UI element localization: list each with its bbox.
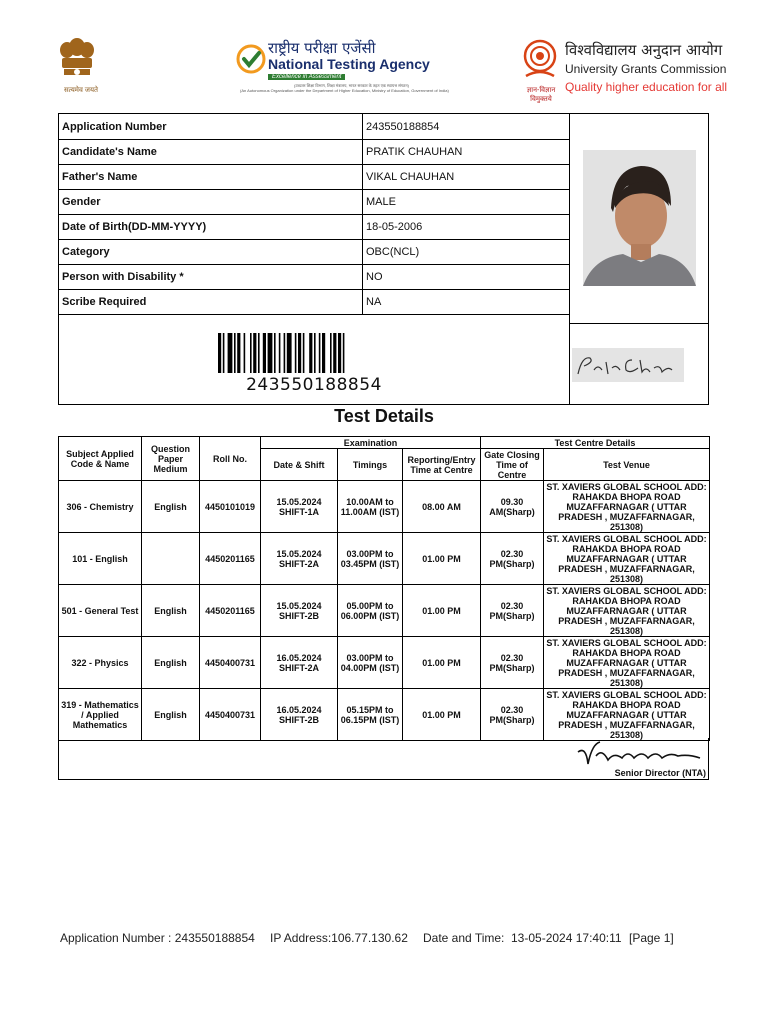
barcode-number: 243550188854 (246, 375, 382, 395)
test-cell-venue: ST. XAVIERS GLOBAL SCHOOL ADD: RAHAKDA BHOPA ROAD MUZAFFARNAGAR ( UTTAR PRADESH , MUZAFFARNAGAR, 251308) (544, 637, 710, 689)
candidate-photo (583, 150, 696, 286)
test-row (59, 689, 710, 741)
candidate-field-label: Application Number (59, 114, 363, 140)
barcode-bar (228, 333, 233, 373)
col-medium: Question Paper Medium (142, 437, 200, 481)
candidate-field-label: Category (59, 240, 363, 265)
ugc-name: University Grants Commission (565, 62, 727, 76)
barcode-bar (319, 333, 321, 373)
candidate-row (59, 240, 570, 265)
ugc-hindi-name: विश्वविद्यालय अनुदान आयोग (565, 41, 723, 59)
test-details-title: Test Details (334, 406, 434, 426)
barcode-bar (274, 333, 276, 373)
candidate-row (59, 190, 570, 215)
test-cell-venue: ST. XAVIERS GLOBAL SCHOOL ADD: RAHAKDA BHOPA ROAD MUZAFFARNAGAR ( UTTAR PRADESH , MUZAFFARNAGAR, 251308) (544, 585, 710, 637)
col-subject: Subject Applied Code & Name (59, 437, 142, 481)
test-cell-timings: 03.00PM to 04.00PM (IST) (338, 637, 403, 689)
test-cell-medium: English (142, 637, 200, 689)
test-cell-medium: English (142, 689, 200, 741)
group-examination: Examination (261, 437, 481, 449)
nta-subtitle-hindi: (उच्चतर शिक्षा विभाग, शिक्षा मंत्रालय, भारत सरकार के तहत एक स्वायत्त संगठन) (294, 83, 409, 88)
emblem-caption: सत्यमेव जयते (63, 87, 99, 94)
footer-application-number: Application Number : 243550188854 (60, 931, 255, 945)
test-cell-gate: 02.30 PM(Sharp) (481, 533, 544, 585)
candidate-field-label: Father's Name (59, 165, 363, 190)
barcode-bar (295, 333, 297, 373)
test-cell-subject: 501 - General Test (59, 585, 142, 637)
candidate-field-label: Scribe Required (59, 290, 363, 315)
nta-check-logo-icon (236, 44, 266, 74)
test-cell-venue: ST. XAVIERS GLOBAL SCHOOL ADD: RAHAKDA BHOPA ROAD MUZAFFARNAGAR ( UTTAR PRADESH , MUZAFFARNAGAR, 251308) (544, 481, 710, 533)
test-cell-reporting: 01.00 PM (403, 585, 481, 637)
test-cell-gate: 09.30 AM(Sharp) (481, 481, 544, 533)
test-cell-reporting: 01.00 PM (403, 689, 481, 741)
barcode-bar (253, 333, 256, 373)
test-cell-roll: 4450101019 (200, 481, 261, 533)
candidate-row (59, 265, 570, 290)
col-roll: Roll No. (200, 437, 261, 481)
test-cell-timings: 05.00PM to 06.00PM (IST) (338, 585, 403, 637)
candidate-field-label: Gender (59, 190, 363, 215)
test-cell-subject: 306 - Chemistry (59, 481, 142, 533)
test-cell-reporting: 01.00 PM (403, 533, 481, 585)
candidate-row (59, 215, 570, 240)
test-details-table (58, 436, 710, 741)
barcode-bar (303, 333, 305, 373)
test-cell-roll: 4450201165 (200, 533, 261, 585)
test-cell-venue: ST. XAVIERS GLOBAL SCHOOL ADD: RAHAKDA BHOPA ROAD MUZAFFARNAGAR ( UTTAR PRADESH , MUZAFFARNAGAR, 251308) (544, 689, 710, 741)
test-cell-roll: 4450400731 (200, 637, 261, 689)
barcode-bar (279, 333, 281, 373)
director-signature (574, 738, 706, 770)
candidate-row (59, 140, 570, 165)
test-cell-reporting: 08.00 AM (403, 481, 481, 533)
test-cell-subject: 322 - Physics (59, 637, 142, 689)
test-cell-subject: 319 - Mathematics / Applied Mathematics (59, 689, 142, 741)
ugc-logo-icon (522, 38, 558, 84)
test-cell-medium: English (142, 481, 200, 533)
col-gate: Gate Closing Time of Centre (481, 449, 544, 481)
test-cell-gate: 02.30 PM(Sharp) (481, 689, 544, 741)
nta-tagline: Excellence in Assessment (268, 74, 345, 80)
test-cell-date: 15.05.2024 SHIFT-1A (261, 481, 338, 533)
test-cell-timings: 10.00AM to 11.00AM (IST) (338, 481, 403, 533)
barcode-bar (343, 333, 345, 373)
barcode-bar (244, 333, 246, 373)
nta-hindi-name: राष्ट्रीय परीक्षा एजेंसी (268, 39, 376, 57)
test-cell-date: 15.05.2024 SHIFT-2B (261, 585, 338, 637)
footer-date-value: 13-05-2024 17:40:11 (511, 931, 622, 945)
test-row (59, 585, 710, 637)
barcode-bar (298, 333, 301, 373)
test-cell-reporting: 01.00 PM (403, 637, 481, 689)
candidate-row (59, 114, 570, 140)
barcode-bar (237, 333, 240, 373)
candidate-field-value: 18-05-2006 (363, 215, 570, 240)
test-cell-roll: 4450201165 (200, 585, 261, 637)
barcode-bar (330, 333, 332, 373)
candidate-field-value: MALE (363, 190, 570, 215)
barcode-bar (314, 333, 316, 373)
nta-subtitle-english: (An Autonomous Organization under the Department of Higher Education, Ministry of Education, Government of India) (240, 88, 449, 93)
test-cell-medium (142, 533, 200, 585)
col-timings: Timings (338, 449, 403, 481)
barcode-bar (287, 333, 292, 373)
barcode-bar (333, 333, 336, 373)
ugc-tagline: Quality higher education for all (565, 80, 728, 94)
candidate-field-value: NO (363, 265, 570, 290)
barcode-bar (250, 333, 252, 373)
footer-date-label: Date and Time: (423, 931, 505, 945)
barcode-bar (284, 333, 286, 373)
test-cell-date: 16.05.2024 SHIFT-2A (261, 637, 338, 689)
barcode-bar (223, 333, 225, 373)
barcode-bar (263, 333, 266, 373)
barcode-bar (309, 333, 312, 373)
candidate-field-value: OBC(NCL) (363, 240, 570, 265)
candidate-details-table (58, 113, 570, 315)
test-cell-timings: 03.00PM to 03.45PM (IST) (338, 533, 403, 585)
test-cell-gate: 02.30 PM(Sharp) (481, 585, 544, 637)
candidate-field-label: Person with Disability * (59, 265, 363, 290)
footer-page-number: [Page 1] (629, 931, 674, 945)
barcode-bar (268, 333, 273, 373)
candidate-row (59, 165, 570, 190)
ugc-logo-caption: ज्ञान-विज्ञान विमुक्तये (526, 87, 556, 103)
barcode-bar (322, 333, 325, 373)
col-date: Date & Shift (261, 449, 338, 481)
group-centre: Test Centre Details (481, 437, 710, 449)
application-barcode (218, 333, 410, 373)
barcode-bar (258, 333, 260, 373)
test-row (59, 637, 710, 689)
barcode-bar (338, 333, 341, 373)
test-cell-venue: ST. XAVIERS GLOBAL SCHOOL ADD: RAHAKDA BHOPA ROAD MUZAFFARNAGAR ( UTTAR PRADESH , MUZAFFARNAGAR, 251308) (544, 533, 710, 585)
candidate-row (59, 290, 570, 315)
barcode-bar (234, 333, 236, 373)
candidate-field-label: Date of Birth(DD-MM-YYYY) (59, 215, 363, 240)
candidate-field-label: Candidate's Name (59, 140, 363, 165)
test-cell-gate: 02.30 PM(Sharp) (481, 637, 544, 689)
test-cell-roll: 4450400731 (200, 689, 261, 741)
barcode-bar (218, 333, 221, 373)
test-cell-timings: 05.15PM to 06.15PM (IST) (338, 689, 403, 741)
col-venue: Test Venue (544, 449, 710, 481)
signatory-title: Senior Director (NTA) (614, 768, 706, 778)
test-cell-medium: English (142, 585, 200, 637)
col-reporting: Reporting/Entry Time at Centre (403, 449, 481, 481)
nta-name: National Testing Agency (268, 56, 430, 72)
candidate-signature (572, 348, 684, 382)
candidate-field-value: NA (363, 290, 570, 315)
candidate-field-value: PRATIK CHAUHAN (363, 140, 570, 165)
test-row (59, 481, 710, 533)
test-row (59, 533, 710, 585)
candidate-field-value: 243550188854 (363, 114, 570, 140)
footer-ip-address: IP Address:106.77.130.62 (270, 931, 408, 945)
test-cell-date: 15.05.2024 SHIFT-2A (261, 533, 338, 585)
candidate-field-value: VIKAL CHAUHAN (363, 165, 570, 190)
test-cell-subject: 101 - English (59, 533, 142, 585)
test-cell-date: 16.05.2024 SHIFT-2B (261, 689, 338, 741)
